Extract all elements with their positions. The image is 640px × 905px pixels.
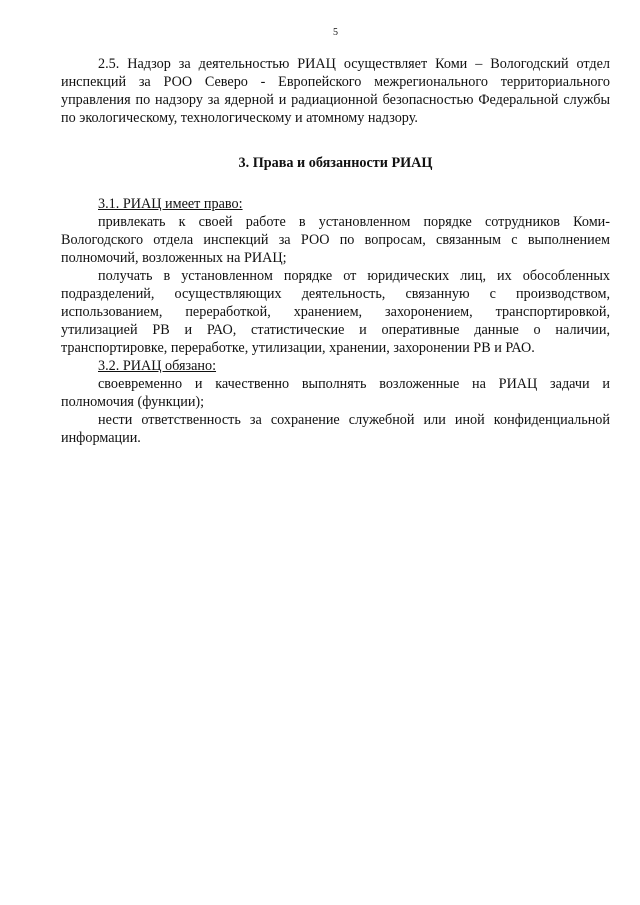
- paragraph-2-5: 2.5. Надзор за деятельностью РИАЦ осуществляет Коми – Вологодский отдел инспекций за РОО Северо - Европейского межрегионального территориального управления по надзору за ядерной и радиационной безопасностью Федеральной службы по экологическому, технологическому и атомному надзору.: [61, 56, 610, 126]
- duties-heading: [61, 357, 610, 375]
- rights-heading-text: 3.1. РИАЦ имеет право:: [98, 196, 243, 212]
- rights-item-1: привлекать к своей работе в установленном порядке сотрудников Коми-Вологодского отдела инспекций за РОО по вопросам, связанным с выполнением полномочий, возложенных на РИАЦ;: [61, 214, 610, 266]
- duties-heading-text: 3.2. РИАЦ обязано:: [98, 358, 217, 374]
- section-title: 3. Права и обязанности РИАЦ: [238, 155, 433, 171]
- rights-item-2: получать в установленном порядке от юридических лиц, их обособленных подразделений, осуществляющих деятельность, связанную с производством, использованием, переработкой, хранением, захоронением, транспортировкой, утилизацией РВ и РАО, статистические и оперативные данные о наличии, транспортировке, переработке, утилизации, хранении, захоронении РВ и РАО.: [61, 268, 610, 356]
- duties-item-2: нести ответственность за сохранение служебной или иной конфиденциальной информации.: [61, 412, 610, 446]
- document-body: [61, 55, 610, 447]
- duties-item-1: своевременно и качественно выполнять возложенные на РИАЦ задачи и полномочия (функции);: [61, 376, 610, 410]
- rights-heading: [61, 195, 610, 213]
- page-number: 5: [333, 27, 338, 38]
